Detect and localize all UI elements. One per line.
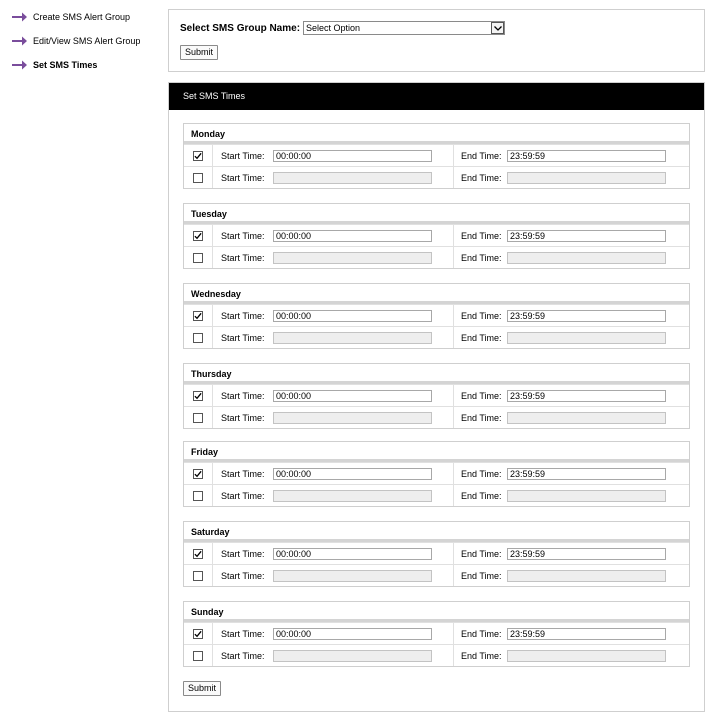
end-time-cell <box>454 305 689 326</box>
day-title: Monday <box>184 124 689 144</box>
arrow-right-icon <box>12 60 27 70</box>
end-time-cell <box>454 565 689 586</box>
start-time-input[interactable]: 00:00:00 <box>273 468 432 480</box>
enable-time-checkbox[interactable] <box>193 491 203 501</box>
start-time-label: Start Time: <box>221 650 265 661</box>
enable-time-checkbox[interactable] <box>193 311 203 321</box>
start-time-cell <box>213 645 454 666</box>
end-time-label: End Time: <box>461 172 502 183</box>
group-select-label: Select SMS Group Name: <box>180 22 301 34</box>
checkbox-cell <box>184 463 213 484</box>
time-row <box>184 564 689 586</box>
checkbox-cell <box>184 485 213 506</box>
start-time-input[interactable] <box>273 412 432 424</box>
start-time-input[interactable]: 00:00:00 <box>273 548 432 560</box>
sidebar-nav <box>12 9 162 81</box>
start-time-label: Start Time: <box>221 412 265 423</box>
enable-time-checkbox[interactable] <box>193 173 203 183</box>
checkbox-cell <box>184 305 213 326</box>
enable-time-checkbox[interactable] <box>193 571 203 581</box>
end-time-input[interactable]: 23:59:59 <box>507 390 666 402</box>
end-time-label: End Time: <box>461 332 502 343</box>
group-select-row <box>180 21 505 35</box>
start-time-cell <box>213 145 454 166</box>
start-time-label: Start Time: <box>221 490 265 501</box>
day-title: Friday <box>184 442 689 462</box>
start-time-cell <box>213 305 454 326</box>
checkmark-icon <box>194 232 202 240</box>
start-time-input[interactable] <box>273 172 432 184</box>
arrow-right-icon <box>12 12 27 22</box>
time-row <box>184 384 689 406</box>
checkmark-icon <box>194 152 202 160</box>
enable-time-checkbox[interactable] <box>193 651 203 661</box>
end-time-label: End Time: <box>461 230 502 241</box>
times-submit-button[interactable]: Submit <box>183 681 221 696</box>
end-time-label: End Time: <box>461 390 502 401</box>
checkbox-cell <box>184 225 213 246</box>
end-time-input[interactable]: 23:59:59 <box>507 468 666 480</box>
end-time-input[interactable]: 23:59:59 <box>507 310 666 322</box>
checkbox-cell <box>184 247 213 268</box>
enable-time-checkbox[interactable] <box>193 413 203 423</box>
day-block-friday <box>183 441 690 507</box>
checkbox-cell <box>184 645 213 666</box>
start-time-cell <box>213 565 454 586</box>
time-row <box>184 166 689 188</box>
start-time-label: Start Time: <box>221 150 265 161</box>
start-time-input[interactable] <box>273 570 432 582</box>
sidebar-item-label: Edit/View SMS Alert Group <box>33 35 141 46</box>
end-time-cell <box>454 623 689 644</box>
checkmark-icon <box>194 470 202 478</box>
start-time-label: Start Time: <box>221 252 265 263</box>
start-time-label: Start Time: <box>221 230 265 241</box>
end-time-cell <box>454 145 689 166</box>
end-time-label: End Time: <box>461 412 502 423</box>
start-time-cell <box>213 225 454 246</box>
start-time-label: Start Time: <box>221 310 265 321</box>
end-time-input[interactable]: 23:59:59 <box>507 230 666 242</box>
group-select-dropdown[interactable] <box>303 21 505 35</box>
chevron-down-icon[interactable] <box>491 22 504 34</box>
end-time-label: End Time: <box>461 252 502 263</box>
end-time-cell <box>454 463 689 484</box>
checkmark-icon <box>194 312 202 320</box>
end-time-cell <box>454 645 689 666</box>
time-row <box>184 144 689 166</box>
day-block-monday <box>183 123 690 189</box>
time-row <box>184 622 689 644</box>
end-time-cell <box>454 385 689 406</box>
group-select-value: Select Option <box>306 23 361 33</box>
end-time-label: End Time: <box>461 628 502 639</box>
start-time-cell <box>213 463 454 484</box>
day-title: Saturday <box>184 522 689 542</box>
start-time-input[interactable] <box>273 490 432 502</box>
enable-time-checkbox[interactable] <box>193 391 203 401</box>
start-time-label: Start Time: <box>221 332 265 343</box>
checkbox-cell <box>184 407 213 428</box>
start-time-input[interactable]: 00:00:00 <box>273 150 432 162</box>
sms-times-panel <box>168 82 705 712</box>
end-time-cell <box>454 225 689 246</box>
end-time-input[interactable] <box>507 172 666 184</box>
start-time-input[interactable] <box>273 252 432 264</box>
day-title: Wednesday <box>184 284 689 304</box>
enable-time-checkbox[interactable] <box>193 231 203 241</box>
end-time-label: End Time: <box>461 150 502 161</box>
day-title: Thursday <box>184 364 689 384</box>
end-time-input[interactable] <box>507 650 666 662</box>
day-block-wednesday <box>183 283 690 349</box>
checkmark-icon <box>194 550 202 558</box>
end-time-label: End Time: <box>461 490 502 501</box>
enable-time-checkbox[interactable] <box>193 333 203 343</box>
day-block-sunday <box>183 601 690 667</box>
end-time-cell <box>454 407 689 428</box>
checkmark-icon <box>194 392 202 400</box>
end-time-cell <box>454 327 689 348</box>
end-time-cell <box>454 167 689 188</box>
start-time-cell <box>213 247 454 268</box>
time-row <box>184 462 689 484</box>
start-time-label: Start Time: <box>221 628 265 639</box>
checkbox-cell <box>184 327 213 348</box>
end-time-input[interactable]: 23:59:59 <box>507 150 666 162</box>
time-row <box>184 542 689 564</box>
start-time-cell <box>213 327 454 348</box>
end-time-input[interactable] <box>507 412 666 424</box>
group-select-box <box>168 9 705 72</box>
end-time-cell <box>454 543 689 564</box>
sidebar-item-set-sms-times[interactable] <box>12 57 162 72</box>
checkbox-cell <box>184 385 213 406</box>
end-time-label: End Time: <box>461 650 502 661</box>
end-time-input[interactable] <box>507 332 666 344</box>
arrow-right-icon <box>12 36 27 46</box>
start-time-input[interactable]: 00:00:00 <box>273 310 432 322</box>
start-time-label: Start Time: <box>221 172 265 183</box>
time-row <box>184 224 689 246</box>
start-time-cell <box>213 407 454 428</box>
end-time-label: End Time: <box>461 468 502 479</box>
start-time-input[interactable] <box>273 332 432 344</box>
start-time-cell <box>213 485 454 506</box>
start-time-label: Start Time: <box>221 570 265 581</box>
checkmark-icon <box>194 630 202 638</box>
time-row <box>184 326 689 348</box>
end-time-input[interactable] <box>507 490 666 502</box>
end-time-input[interactable] <box>507 252 666 264</box>
sidebar-item-edit-group[interactable] <box>12 33 162 48</box>
sidebar-item-label: Set SMS Times <box>33 59 98 70</box>
time-row <box>184 246 689 268</box>
end-time-input[interactable] <box>507 570 666 582</box>
time-row <box>184 484 689 506</box>
end-time-input[interactable]: 23:59:59 <box>507 548 666 560</box>
start-time-label: Start Time: <box>221 390 265 401</box>
start-time-label: Start Time: <box>221 548 265 559</box>
time-row <box>184 304 689 326</box>
end-time-label: End Time: <box>461 548 502 559</box>
group-submit-button[interactable]: Submit <box>180 45 218 60</box>
time-row <box>184 644 689 666</box>
enable-time-checkbox[interactable] <box>193 151 203 161</box>
enable-time-checkbox[interactable] <box>193 253 203 263</box>
end-time-cell <box>454 247 689 268</box>
start-time-input[interactable] <box>273 650 432 662</box>
enable-time-checkbox[interactable] <box>193 629 203 639</box>
start-time-label: Start Time: <box>221 468 265 479</box>
day-title: Tuesday <box>184 204 689 224</box>
day-block-tuesday <box>183 203 690 269</box>
sidebar-item-label: Create SMS Alert Group <box>33 11 131 22</box>
start-time-input[interactable]: 00:00:00 <box>273 628 432 640</box>
time-row <box>184 406 689 428</box>
end-time-label: End Time: <box>461 310 502 321</box>
start-time-input[interactable]: 00:00:00 <box>273 390 432 402</box>
enable-time-checkbox[interactable] <box>193 549 203 559</box>
start-time-cell <box>213 167 454 188</box>
checkbox-cell <box>184 167 213 188</box>
start-time-input[interactable]: 00:00:00 <box>273 230 432 242</box>
sidebar-item-create-group[interactable] <box>12 9 162 24</box>
day-block-saturday <box>183 521 690 587</box>
checkbox-cell <box>184 145 213 166</box>
end-time-input[interactable]: 23:59:59 <box>507 628 666 640</box>
start-time-cell <box>213 543 454 564</box>
panel-title: Set SMS Times <box>169 83 704 110</box>
checkbox-cell <box>184 543 213 564</box>
enable-time-checkbox[interactable] <box>193 469 203 479</box>
checkbox-cell <box>184 623 213 644</box>
end-time-label: End Time: <box>461 570 502 581</box>
start-time-cell <box>213 385 454 406</box>
day-title: Sunday <box>184 602 689 622</box>
end-time-cell <box>454 485 689 506</box>
start-time-cell <box>213 623 454 644</box>
checkbox-cell <box>184 565 213 586</box>
day-block-thursday <box>183 363 690 429</box>
